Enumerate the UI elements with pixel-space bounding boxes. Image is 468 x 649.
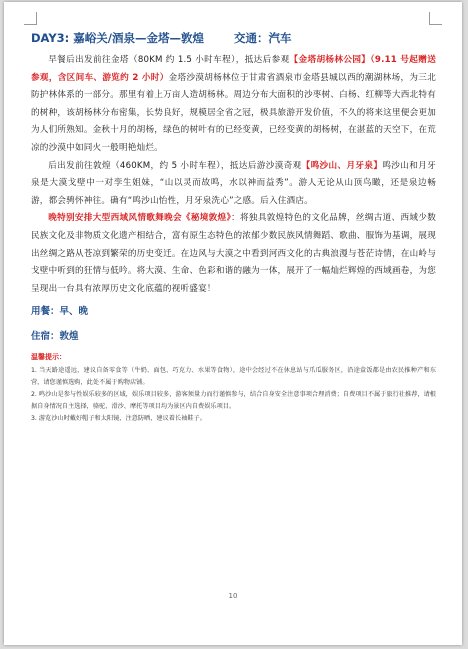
paragraph-jinta-highlight: 【金塔胡杨林公园】（9.11 号起赠送参观，含区间车、游览约 2 小时） bbox=[31, 55, 436, 83]
page-content bbox=[31, 30, 436, 425]
paragraph-dunhuang-text-1: 后出发前往敦煌（460KM，约 5 小时车程），抵达后游沙漠奇观 bbox=[48, 160, 302, 171]
paragraph-dunhuang-highlight: 【鸣沙山、月牙泉】 bbox=[301, 160, 383, 171]
paragraph-show-highlight: 晚特别安排大型西域风情歌舞晚会《秘境敦煌》 bbox=[48, 213, 232, 224]
route-label: 嘉峪关/酒泉—金塔—敦煌 bbox=[73, 31, 204, 45]
paragraph-jinta-text-2: 金塔沙漠胡杨林位于甘肃省酒泉市金塔县城以西的潮湖林场，为三北防护林体系的一部分。那里有着上万亩人造胡杨林。周边分布大面积的沙枣树、白杨、红柳等大西北特有的树种，该胡杨林分布密集，长势良好，规模居全省之冠，极具旅游开发价值，不久的将来这里便会更加为人们所熟知。金秋十月的胡杨，绿色的树叶有的已经变黄，已经变黄的胡杨树，在湛蓝的天空下，在荒凉的沙漠中如同火一般明艳灿烂。 bbox=[31, 72, 436, 153]
paragraph-show-text: ：将独具敦煌特色的文化品牌，丝绸古道、西域少数民族文化及非物质文化遗产相结合，富有原生态特色的浓郁少数民族风情舞蹈、歌曲、服饰为基调，展现出丝绸之路从苍凉到繁荣的历史变迁。在边风与大漠之中看到河西文化的古典浪漫与苍茫诗情，在山岭与戈壁中听到的狂情与低吟。将大漠、生命、色彩和谐的融为一体，展开了一幅灿烂辉煌的西域画卷，为您呈现出一台具有浓厚历史文化底蕴的视听盛宴！ bbox=[31, 213, 436, 294]
paragraph-jinta-text-1: 早餐后出发前往金塔（80KM 约 1.5 小时车程），抵达后参观 bbox=[48, 55, 290, 65]
crop-mark-top-left bbox=[24, 12, 37, 25]
document-page bbox=[4, 2, 462, 645]
tip-item: 2. 鸣沙山是参与性娱乐较多的区域，娱乐项目较多，游客须量力而行谨慎参与，结合自身安全注意事项合理消费；自费项目不属于旅行社推荐，请根据自身情况自主选择，骆驼、滑沙、摩托等项目均为景区内自费娱乐项目。 bbox=[31, 391, 436, 411]
tip-item: 3. 游览沙山时戴好帽子和太阳镜，注意防晒，建议着长袖鞋子。 bbox=[31, 415, 206, 423]
tips-heading: 温馨提示： bbox=[31, 353, 66, 362]
tip-item: 1. 当天路途遥远，建议自备零食等（牛奶、面包、巧克力、水果等食物），途中会经过不在休息站与爪瓜服务区，沿途盒饭都是由农民推种产和东营，请您谨慎选购，此处不属于购物店铺。 bbox=[31, 367, 436, 387]
meals-info: 用餐：早、晚 bbox=[31, 306, 89, 318]
day-title bbox=[31, 30, 436, 46]
paragraph-jinta bbox=[31, 52, 436, 158]
day-label: DAY3: bbox=[31, 31, 70, 45]
page-number: 10 bbox=[228, 592, 238, 600]
transport-label: 交通：汽车 bbox=[234, 31, 292, 45]
lodging-info: 住宿：敦煌 bbox=[31, 331, 79, 343]
crop-mark-top-right bbox=[429, 12, 442, 25]
paragraph-dunhuang bbox=[31, 158, 436, 211]
paragraph-show bbox=[31, 210, 436, 298]
paragraph-dunhuang-text-2: 鸣沙山和月牙泉是大漠戈壁中一对孪生姐妹，“山以灵而故鸣，水以神而益秀”。游人无论从山顶鸟瞰，还是泉边畅游，都会骋怀神往。确有“鸣沙山怡性，月牙泉洗心”之感。后入住酒店。 bbox=[31, 160, 436, 206]
